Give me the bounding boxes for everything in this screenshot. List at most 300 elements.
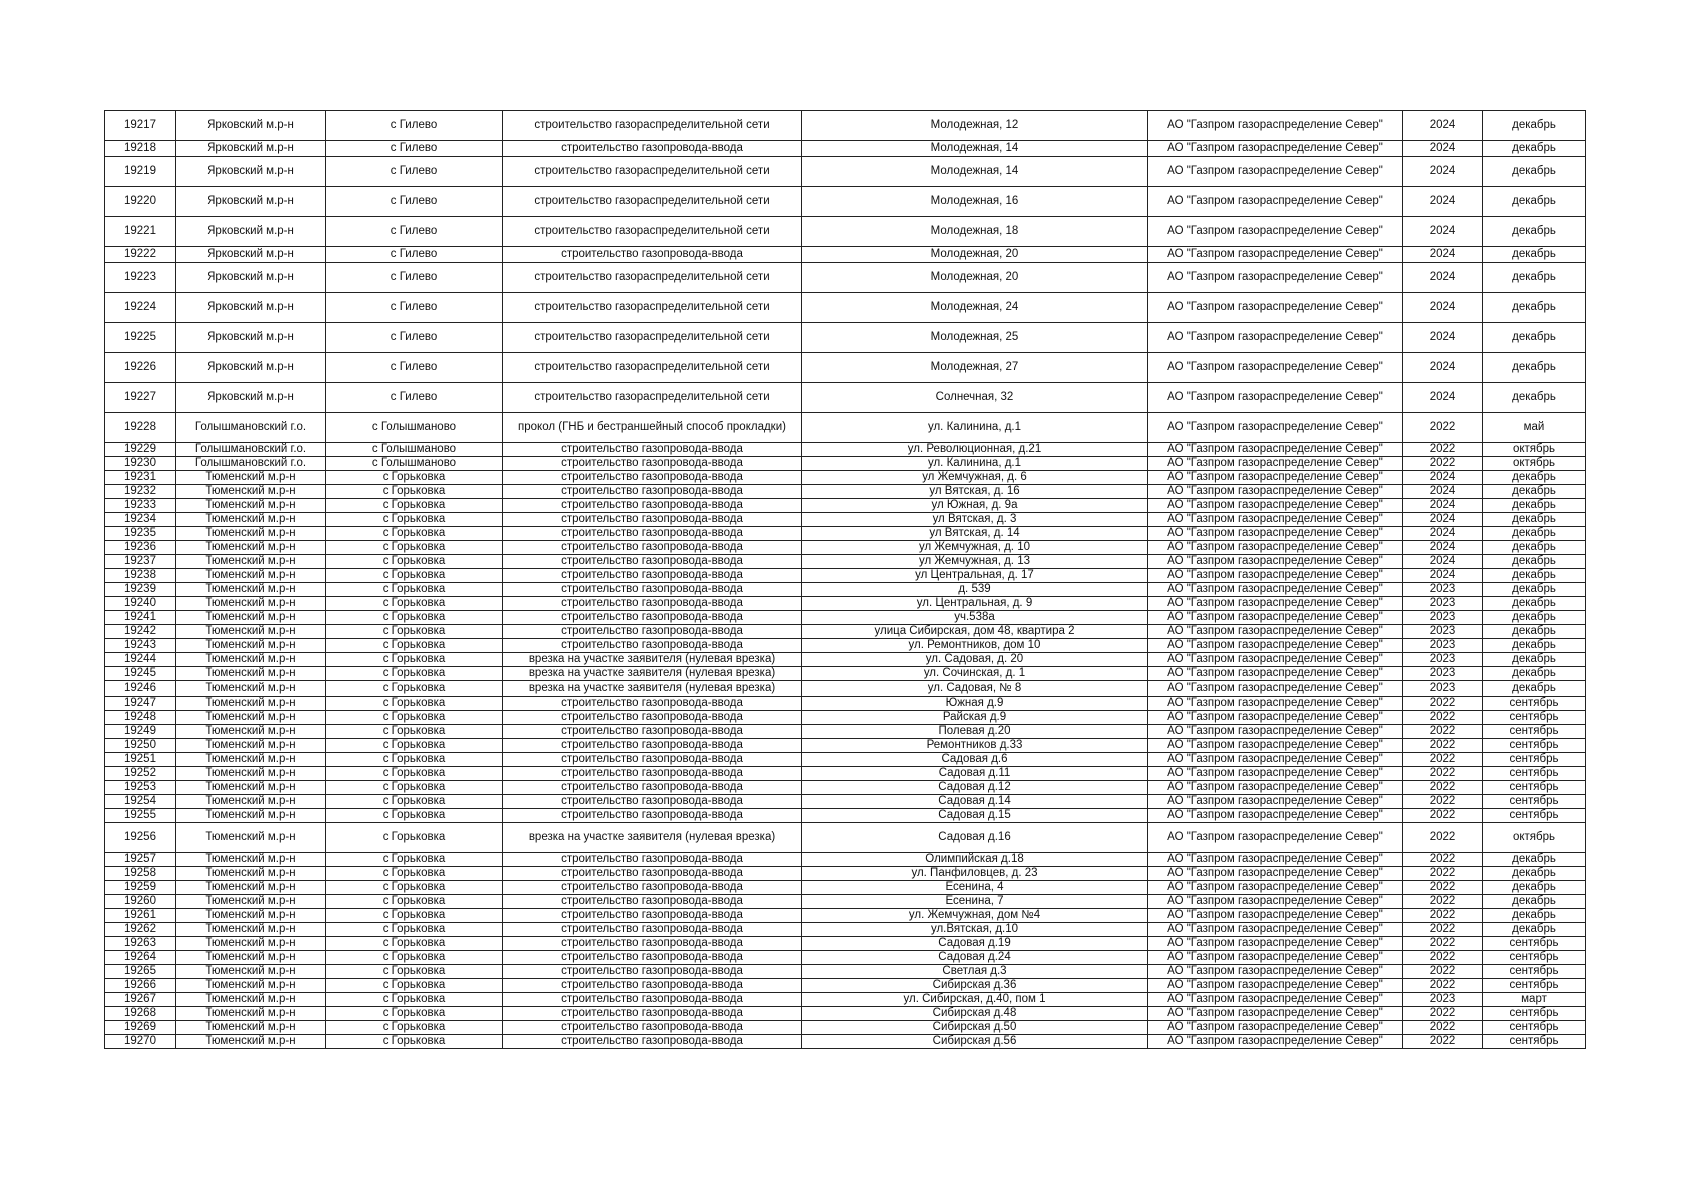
month-cell: декабрь <box>1483 653 1586 667</box>
organization-cell: АО "Газпром газораспределение Север" <box>1148 739 1403 753</box>
work-type-cell: строительство газопровода-ввода <box>503 247 802 263</box>
organization-cell: АО "Газпром газораспределение Север" <box>1148 937 1403 951</box>
work-type-cell: строительство газопровода-ввода <box>503 781 802 795</box>
district-cell: Тюменский м.р-н <box>176 739 326 753</box>
district-cell: Тюменский м.р-н <box>176 767 326 781</box>
table-row <box>105 569 1586 583</box>
month-cell: сентябрь <box>1483 767 1586 781</box>
work-type-cell: строительство газопровода-ввода <box>503 711 802 725</box>
organization-cell: АО "Газпром газораспределение Север" <box>1148 753 1403 767</box>
row-number-cell: 19231 <box>105 471 176 485</box>
month-cell: сентябрь <box>1483 979 1586 993</box>
month-cell: декабрь <box>1483 681 1586 697</box>
address-cell: ул. Калинина, д.1 <box>802 413 1148 443</box>
year-cell: 2022 <box>1403 725 1483 739</box>
district-cell: Ярковский м.р-н <box>176 293 326 323</box>
table-row <box>105 541 1586 555</box>
address-cell: Молодежная, 16 <box>802 187 1148 217</box>
address-cell: Молодежная, 20 <box>802 263 1148 293</box>
year-cell: 2023 <box>1403 653 1483 667</box>
month-cell: декабрь <box>1483 293 1586 323</box>
organization-cell: АО "Газпром газораспределение Север" <box>1148 383 1403 413</box>
year-cell: 2024 <box>1403 353 1483 383</box>
address-cell: Садовая д.16 <box>802 823 1148 853</box>
district-cell: Ярковский м.р-н <box>176 217 326 247</box>
month-cell: декабрь <box>1483 471 1586 485</box>
address-cell: ул. Садовая, № 8 <box>802 681 1148 697</box>
settlement-cell: с Горьковка <box>326 937 503 951</box>
organization-cell: АО "Газпром газораспределение Север" <box>1148 881 1403 895</box>
district-cell: Тюменский м.р-н <box>176 711 326 725</box>
month-cell: декабрь <box>1483 597 1586 611</box>
table-row <box>105 499 1586 513</box>
address-cell: Молодежная, 27 <box>802 353 1148 383</box>
month-cell: сентябрь <box>1483 965 1586 979</box>
work-type-cell: строительство газопровода-ввода <box>503 993 802 1007</box>
district-cell: Ярковский м.р-н <box>176 157 326 187</box>
year-cell: 2023 <box>1403 611 1483 625</box>
address-cell: уч.538а <box>802 611 1148 625</box>
year-cell: 2023 <box>1403 597 1483 611</box>
month-cell: сентябрь <box>1483 753 1586 767</box>
work-type-cell: строительство газопровода-ввода <box>503 611 802 625</box>
district-cell: Ярковский м.р-н <box>176 111 326 141</box>
table-row <box>105 527 1586 541</box>
address-cell: Садовая д.24 <box>802 951 1148 965</box>
table-row <box>105 555 1586 569</box>
table-row <box>105 639 1586 653</box>
organization-cell: АО "Газпром газораспределение Север" <box>1148 1021 1403 1035</box>
settlement-cell: с Горьковка <box>326 681 503 697</box>
year-cell: 2024 <box>1403 187 1483 217</box>
year-cell: 2022 <box>1403 457 1483 471</box>
row-number-cell: 19228 <box>105 413 176 443</box>
address-cell: Молодежная, 14 <box>802 141 1148 157</box>
address-cell: ул. Сочинская, д. 1 <box>802 667 1148 681</box>
address-cell: Молодежная, 14 <box>802 157 1148 187</box>
settlement-cell: с Горьковка <box>326 1007 503 1021</box>
organization-cell: АО "Газпром газораспределение Север" <box>1148 247 1403 263</box>
year-cell: 2022 <box>1403 951 1483 965</box>
organization-cell: АО "Газпром газораспределение Север" <box>1148 611 1403 625</box>
address-cell: ул. Жемчужная, дом №4 <box>802 909 1148 923</box>
table-row <box>105 767 1586 781</box>
year-cell: 2024 <box>1403 569 1483 583</box>
row-number-cell: 19237 <box>105 555 176 569</box>
organization-cell: АО "Газпром газораспределение Север" <box>1148 697 1403 711</box>
settlement-cell: с Гилево <box>326 111 503 141</box>
settlement-cell: с Горьковка <box>326 499 503 513</box>
work-type-cell: строительство газопровода-ввода <box>503 625 802 639</box>
work-type-cell: врезка на участке заявителя (нулевая врезка) <box>503 823 802 853</box>
row-number-cell: 19270 <box>105 1035 176 1049</box>
year-cell: 2024 <box>1403 541 1483 555</box>
work-type-cell: строительство газопровода-ввода <box>503 569 802 583</box>
organization-cell: АО "Газпром газораспределение Север" <box>1148 711 1403 725</box>
work-type-cell: строительство газопровода-ввода <box>503 513 802 527</box>
work-type-cell: строительство газопровода-ввода <box>503 937 802 951</box>
row-number-cell: 19223 <box>105 263 176 293</box>
month-cell: сентябрь <box>1483 739 1586 753</box>
work-type-cell: строительство газопровода-ввода <box>503 895 802 909</box>
district-cell: Ярковский м.р-н <box>176 353 326 383</box>
row-number-cell: 19229 <box>105 443 176 457</box>
organization-cell: АО "Газпром газораспределение Север" <box>1148 993 1403 1007</box>
address-cell: д. 539 <box>802 583 1148 597</box>
district-cell: Тюменский м.р-н <box>176 781 326 795</box>
work-type-cell: строительство газопровода-ввода <box>503 739 802 753</box>
month-cell: октябрь <box>1483 823 1586 853</box>
row-number-cell: 19246 <box>105 681 176 697</box>
row-number-cell: 19269 <box>105 1021 176 1035</box>
row-number-cell: 19243 <box>105 639 176 653</box>
district-cell: Тюменский м.р-н <box>176 823 326 853</box>
organization-cell: АО "Газпром газораспределение Север" <box>1148 725 1403 739</box>
organization-cell: АО "Газпром газораспределение Север" <box>1148 413 1403 443</box>
organization-cell: АО "Газпром газораспределение Север" <box>1148 513 1403 527</box>
settlement-cell: с Горьковка <box>326 809 503 823</box>
month-cell: декабрь <box>1483 323 1586 353</box>
month-cell: декабрь <box>1483 157 1586 187</box>
row-number-cell: 19242 <box>105 625 176 639</box>
district-cell: Тюменский м.р-н <box>176 611 326 625</box>
row-number-cell: 19241 <box>105 611 176 625</box>
row-number-cell: 19234 <box>105 513 176 527</box>
table-row <box>105 993 1586 1007</box>
table-row <box>105 611 1586 625</box>
table-row <box>105 111 1586 141</box>
address-cell: ул Жемчужная, д. 6 <box>802 471 1148 485</box>
settlement-cell: с Горьковка <box>326 909 503 923</box>
month-cell: декабрь <box>1483 541 1586 555</box>
address-cell: Молодежная, 18 <box>802 217 1148 247</box>
settlement-cell: с Горьковка <box>326 725 503 739</box>
address-cell: Сибирская д.36 <box>802 979 1148 993</box>
table-row <box>105 597 1586 611</box>
year-cell: 2022 <box>1403 1021 1483 1035</box>
organization-cell: АО "Газпром газораспределение Север" <box>1148 823 1403 853</box>
table-row <box>105 853 1586 867</box>
year-cell: 2022 <box>1403 867 1483 881</box>
month-cell: декабрь <box>1483 187 1586 217</box>
settlement-cell: с Горьковка <box>326 923 503 937</box>
organization-cell: АО "Газпром газораспределение Север" <box>1148 639 1403 653</box>
settlement-cell: с Горьковка <box>326 527 503 541</box>
row-number-cell: 19221 <box>105 217 176 247</box>
table-row <box>105 725 1586 739</box>
work-type-cell: строительство газораспределительной сети <box>503 187 802 217</box>
settlement-cell: с Гилево <box>326 323 503 353</box>
work-type-cell: строительство газопровода-ввода <box>503 499 802 513</box>
table-row <box>105 867 1586 881</box>
table-row <box>105 881 1586 895</box>
address-cell: ул. Сибирская, д.40, пом 1 <box>802 993 1148 1007</box>
work-type-cell: прокол (ГНБ и бестраншейный способ прокладки) <box>503 413 802 443</box>
table-row <box>105 795 1586 809</box>
table-row <box>105 513 1586 527</box>
address-cell: улица Сибирская, дом 48, квартира 2 <box>802 625 1148 639</box>
organization-cell: АО "Газпром газораспределение Север" <box>1148 895 1403 909</box>
organization-cell: АО "Газпром газораспределение Север" <box>1148 681 1403 697</box>
organization-cell: АО "Газпром газораспределение Север" <box>1148 767 1403 781</box>
row-number-cell: 19254 <box>105 795 176 809</box>
year-cell: 2024 <box>1403 499 1483 513</box>
work-type-cell: строительство газопровода-ввода <box>503 881 802 895</box>
work-type-cell: строительство газопровода-ввода <box>503 597 802 611</box>
organization-cell: АО "Газпром газораспределение Север" <box>1148 795 1403 809</box>
organization-cell: АО "Газпром газораспределение Север" <box>1148 541 1403 555</box>
settlement-cell: с Голышманово <box>326 457 503 471</box>
row-number-cell: 19265 <box>105 965 176 979</box>
address-cell: Молодежная, 12 <box>802 111 1148 141</box>
settlement-cell: с Гилево <box>326 353 503 383</box>
organization-cell: АО "Газпром газораспределение Север" <box>1148 457 1403 471</box>
work-type-cell: строительство газопровода-ввода <box>503 1021 802 1035</box>
work-type-cell: строительство газопровода-ввода <box>503 809 802 823</box>
table-row <box>105 667 1586 681</box>
organization-cell: АО "Газпром газораспределение Север" <box>1148 965 1403 979</box>
row-number-cell: 19233 <box>105 499 176 513</box>
settlement-cell: с Горьковка <box>326 753 503 767</box>
organization-cell: АО "Газпром газораспределение Север" <box>1148 569 1403 583</box>
district-cell: Ярковский м.р-н <box>176 141 326 157</box>
month-cell: декабрь <box>1483 867 1586 881</box>
district-cell: Тюменский м.р-н <box>176 697 326 711</box>
organization-cell: АО "Газпром газораспределение Север" <box>1148 499 1403 513</box>
address-cell: Молодежная, 25 <box>802 323 1148 353</box>
year-cell: 2024 <box>1403 111 1483 141</box>
organization-cell: АО "Газпром газораспределение Север" <box>1148 263 1403 293</box>
settlement-cell: с Горьковка <box>326 597 503 611</box>
settlement-cell: с Голышманово <box>326 413 503 443</box>
table-row <box>105 443 1586 457</box>
work-type-cell: строительство газопровода-ввода <box>503 443 802 457</box>
settlement-cell: с Горьковка <box>326 711 503 725</box>
settlement-cell: с Горьковка <box>326 1021 503 1035</box>
table-row <box>105 711 1586 725</box>
year-cell: 2024 <box>1403 513 1483 527</box>
year-cell: 2022 <box>1403 909 1483 923</box>
row-number-cell: 19245 <box>105 667 176 681</box>
year-cell: 2022 <box>1403 823 1483 853</box>
row-number-cell: 19264 <box>105 951 176 965</box>
table-row <box>105 823 1586 853</box>
month-cell: декабрь <box>1483 383 1586 413</box>
row-number-cell: 19227 <box>105 383 176 413</box>
address-cell: ул Вятская, д. 14 <box>802 527 1148 541</box>
district-cell: Голышмановский г.о. <box>176 443 326 457</box>
table-row <box>105 809 1586 823</box>
year-cell: 2024 <box>1403 141 1483 157</box>
row-number-cell: 19240 <box>105 597 176 611</box>
row-number-cell: 19261 <box>105 909 176 923</box>
work-type-cell: строительство газораспределительной сети <box>503 353 802 383</box>
month-cell: декабрь <box>1483 111 1586 141</box>
row-number-cell: 19266 <box>105 979 176 993</box>
address-cell: Садовая д.11 <box>802 767 1148 781</box>
month-cell: октябрь <box>1483 457 1586 471</box>
settlement-cell: с Горьковка <box>326 639 503 653</box>
year-cell: 2022 <box>1403 895 1483 909</box>
district-cell: Тюменский м.р-н <box>176 541 326 555</box>
work-type-cell: строительство газораспределительной сети <box>503 157 802 187</box>
work-type-cell: строительство газопровода-ввода <box>503 639 802 653</box>
district-cell: Тюменский м.р-н <box>176 1007 326 1021</box>
table-row <box>105 293 1586 323</box>
year-cell: 2023 <box>1403 667 1483 681</box>
table-row <box>105 383 1586 413</box>
year-cell: 2024 <box>1403 263 1483 293</box>
row-number-cell: 19258 <box>105 867 176 881</box>
settlement-cell: с Горьковка <box>326 895 503 909</box>
address-cell: ул.Вятская, д.10 <box>802 923 1148 937</box>
year-cell: 2022 <box>1403 965 1483 979</box>
row-number-cell: 19262 <box>105 923 176 937</box>
district-cell: Тюменский м.р-н <box>176 965 326 979</box>
district-cell: Голышмановский г.о. <box>176 457 326 471</box>
row-number-cell: 19218 <box>105 141 176 157</box>
district-cell: Тюменский м.р-н <box>176 569 326 583</box>
year-cell: 2022 <box>1403 753 1483 767</box>
month-cell: сентябрь <box>1483 1035 1586 1049</box>
settlement-cell: с Горьковка <box>326 513 503 527</box>
organization-cell: АО "Газпром газораспределение Север" <box>1148 597 1403 611</box>
month-cell: декабрь <box>1483 853 1586 867</box>
district-cell: Тюменский м.р-н <box>176 653 326 667</box>
settlement-cell: с Гилево <box>326 383 503 413</box>
address-cell: Садовая д.19 <box>802 937 1148 951</box>
address-cell: ул. Панфиловцев, д. 23 <box>802 867 1148 881</box>
work-type-cell: врезка на участке заявителя (нулевая врезка) <box>503 667 802 681</box>
district-cell: Тюменский м.р-н <box>176 867 326 881</box>
year-cell: 2022 <box>1403 1007 1483 1021</box>
district-cell: Тюменский м.р-н <box>176 625 326 639</box>
table-row <box>105 323 1586 353</box>
month-cell: декабрь <box>1483 263 1586 293</box>
row-number-cell: 19230 <box>105 457 176 471</box>
work-type-cell: строительство газораспределительной сети <box>503 217 802 247</box>
row-number-cell: 19257 <box>105 853 176 867</box>
district-cell: Ярковский м.р-н <box>176 323 326 353</box>
organization-cell: АО "Газпром газораспределение Север" <box>1148 443 1403 457</box>
year-cell: 2022 <box>1403 937 1483 951</box>
month-cell: декабрь <box>1483 499 1586 513</box>
district-cell: Тюменский м.р-н <box>176 485 326 499</box>
table-row <box>105 141 1586 157</box>
organization-cell: АО "Газпром газораспределение Север" <box>1148 141 1403 157</box>
organization-cell: АО "Газпром газораспределение Север" <box>1148 809 1403 823</box>
settlement-cell: с Гилево <box>326 187 503 217</box>
year-cell: 2024 <box>1403 157 1483 187</box>
table-row <box>105 217 1586 247</box>
settlement-cell: с Гилево <box>326 141 503 157</box>
address-cell: Молодежная, 20 <box>802 247 1148 263</box>
row-number-cell: 19220 <box>105 187 176 217</box>
address-cell: ул. Революционная, д.21 <box>802 443 1148 457</box>
district-cell: Тюменский м.р-н <box>176 809 326 823</box>
table-row <box>105 937 1586 951</box>
district-cell: Тюменский м.р-н <box>176 597 326 611</box>
year-cell: 2022 <box>1403 1035 1483 1049</box>
month-cell: октябрь <box>1483 443 1586 457</box>
year-cell: 2022 <box>1403 809 1483 823</box>
month-cell: декабрь <box>1483 513 1586 527</box>
settlement-cell: с Горьковка <box>326 965 503 979</box>
settlement-cell: с Гилево <box>326 247 503 263</box>
work-type-cell: строительство газопровода-ввода <box>503 555 802 569</box>
work-type-cell: строительство газораспределительной сети <box>503 263 802 293</box>
row-number-cell: 19238 <box>105 569 176 583</box>
address-cell: Сибирская д.48 <box>802 1007 1148 1021</box>
settlement-cell: с Горьковка <box>326 485 503 499</box>
year-cell: 2024 <box>1403 293 1483 323</box>
district-cell: Тюменский м.р-н <box>176 499 326 513</box>
address-cell: ул Вятская, д. 16 <box>802 485 1148 499</box>
table-row <box>105 353 1586 383</box>
organization-cell: АО "Газпром газораспределение Север" <box>1148 187 1403 217</box>
year-cell: 2024 <box>1403 217 1483 247</box>
address-cell: Райская д.9 <box>802 711 1148 725</box>
year-cell: 2022 <box>1403 923 1483 937</box>
organization-cell: АО "Газпром газораспределение Север" <box>1148 909 1403 923</box>
organization-cell: АО "Газпром газораспределение Север" <box>1148 583 1403 597</box>
district-cell: Тюменский м.р-н <box>176 795 326 809</box>
row-number-cell: 19252 <box>105 767 176 781</box>
row-number-cell: 19256 <box>105 823 176 853</box>
month-cell: декабрь <box>1483 923 1586 937</box>
address-cell: Полевая д.20 <box>802 725 1148 739</box>
organization-cell: АО "Газпром газораспределение Север" <box>1148 471 1403 485</box>
year-cell: 2022 <box>1403 781 1483 795</box>
address-cell: Садовая д.12 <box>802 781 1148 795</box>
work-type-cell: строительство газораспределительной сети <box>503 323 802 353</box>
table-row <box>105 923 1586 937</box>
address-cell: Ремонтников д.33 <box>802 739 1148 753</box>
work-type-cell: врезка на участке заявителя (нулевая врезка) <box>503 653 802 667</box>
work-type-cell: строительство газопровода-ввода <box>503 527 802 541</box>
organization-cell: АО "Газпром газораспределение Север" <box>1148 353 1403 383</box>
year-cell: 2022 <box>1403 739 1483 753</box>
year-cell: 2022 <box>1403 881 1483 895</box>
address-cell: Олимпийская д.18 <box>802 853 1148 867</box>
year-cell: 2023 <box>1403 583 1483 597</box>
address-cell: Есенина, 7 <box>802 895 1148 909</box>
row-number-cell: 19263 <box>105 937 176 951</box>
row-number-cell: 19219 <box>105 157 176 187</box>
work-type-cell: строительство газопровода-ввода <box>503 767 802 781</box>
settlement-cell: с Горьковка <box>326 555 503 569</box>
organization-cell: АО "Газпром газораспределение Север" <box>1148 853 1403 867</box>
year-cell: 2024 <box>1403 247 1483 263</box>
work-type-cell: строительство газораспределительной сети <box>503 111 802 141</box>
settlement-cell: с Горьковка <box>326 823 503 853</box>
month-cell: декабрь <box>1483 217 1586 247</box>
organization-cell: АО "Газпром газораспределение Север" <box>1148 653 1403 667</box>
settlement-cell: с Горьковка <box>326 781 503 795</box>
organization-cell: АО "Газпром газораспределение Север" <box>1148 951 1403 965</box>
district-cell: Ярковский м.р-н <box>176 247 326 263</box>
settlement-cell: с Горьковка <box>326 471 503 485</box>
district-cell: Тюменский м.р-н <box>176 1035 326 1049</box>
address-cell: ул Центральная, д. 17 <box>802 569 1148 583</box>
address-cell: Солнечная, 32 <box>802 383 1148 413</box>
row-number-cell: 19239 <box>105 583 176 597</box>
row-number-cell: 19259 <box>105 881 176 895</box>
settlement-cell: с Гилево <box>326 293 503 323</box>
work-type-cell: строительство газопровода-ввода <box>503 951 802 965</box>
month-cell: декабрь <box>1483 611 1586 625</box>
address-cell: ул. Ремонтников, дом 10 <box>802 639 1148 653</box>
